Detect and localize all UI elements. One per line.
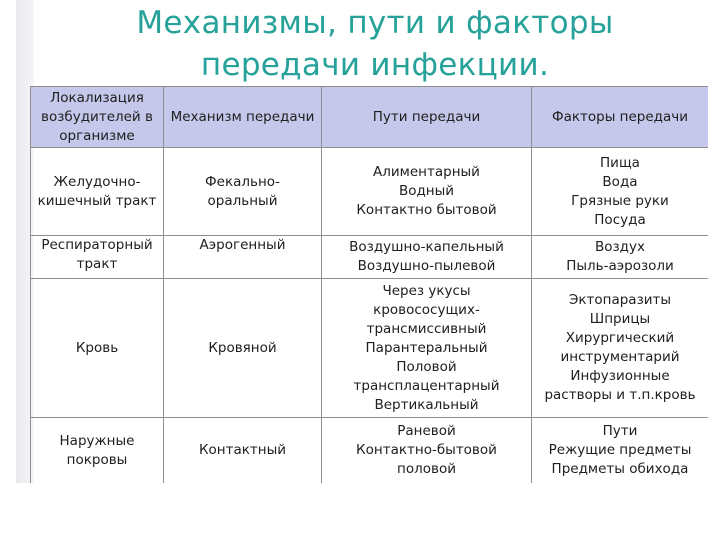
table-row	[31, 148, 709, 236]
header-mechanism: Механизм передачи	[164, 87, 322, 148]
slide-title	[30, 2, 720, 86]
header-routes: Пути передачи	[322, 87, 532, 148]
cell-mechanism: Кровяной	[164, 279, 322, 418]
table-row	[31, 236, 709, 279]
cell-routes: Раневой Контактно-бытовой половой	[322, 418, 532, 484]
cell-factors: Пища Вода Грязные руки Посуда	[532, 148, 709, 236]
title-line-2: передачи инфекции.	[200, 47, 550, 83]
cell-localization: Респираторный тракт	[31, 236, 164, 279]
cell-factors: Пути Режущие предметы Предметы обихода	[532, 418, 709, 484]
table-row	[31, 418, 709, 484]
cell-localization: Кровь	[31, 279, 164, 418]
cell-routes: Воздушно-капельный Воздушно-пылевой	[322, 236, 532, 279]
title-line-1: Механизмы, пути и факторы	[136, 5, 614, 41]
header-factors: Факторы передачи	[532, 87, 709, 148]
table-header-row	[31, 87, 709, 148]
cell-localization: Желудочно- кишечный тракт	[31, 148, 164, 236]
cell-mechanism: Контактный	[164, 418, 322, 484]
cell-routes: Через укусы кровососущих- трансмиссивный Парантеральный Половой трансплацентарный Вертикальный	[322, 279, 532, 418]
cell-mechanism: Фекально- оральный	[164, 148, 322, 236]
cell-routes: Алиментарный Водный Контактно бытовой	[322, 148, 532, 236]
cell-factors: Эктопаразиты Шприцы Хирургический инструментарий Инфузионные растворы и т.п.кровь	[532, 279, 709, 418]
cell-localization: Наружные покровы	[31, 418, 164, 484]
transmission-table	[30, 86, 708, 483]
cell-mechanism: Аэрогенный	[164, 236, 322, 279]
table-row	[31, 279, 709, 418]
transmission-table-wrap	[30, 86, 708, 483]
header-localization: Локализация возбудителей в организме	[31, 87, 164, 148]
cell-factors: Воздух Пыль-аэрозоли	[532, 236, 709, 279]
